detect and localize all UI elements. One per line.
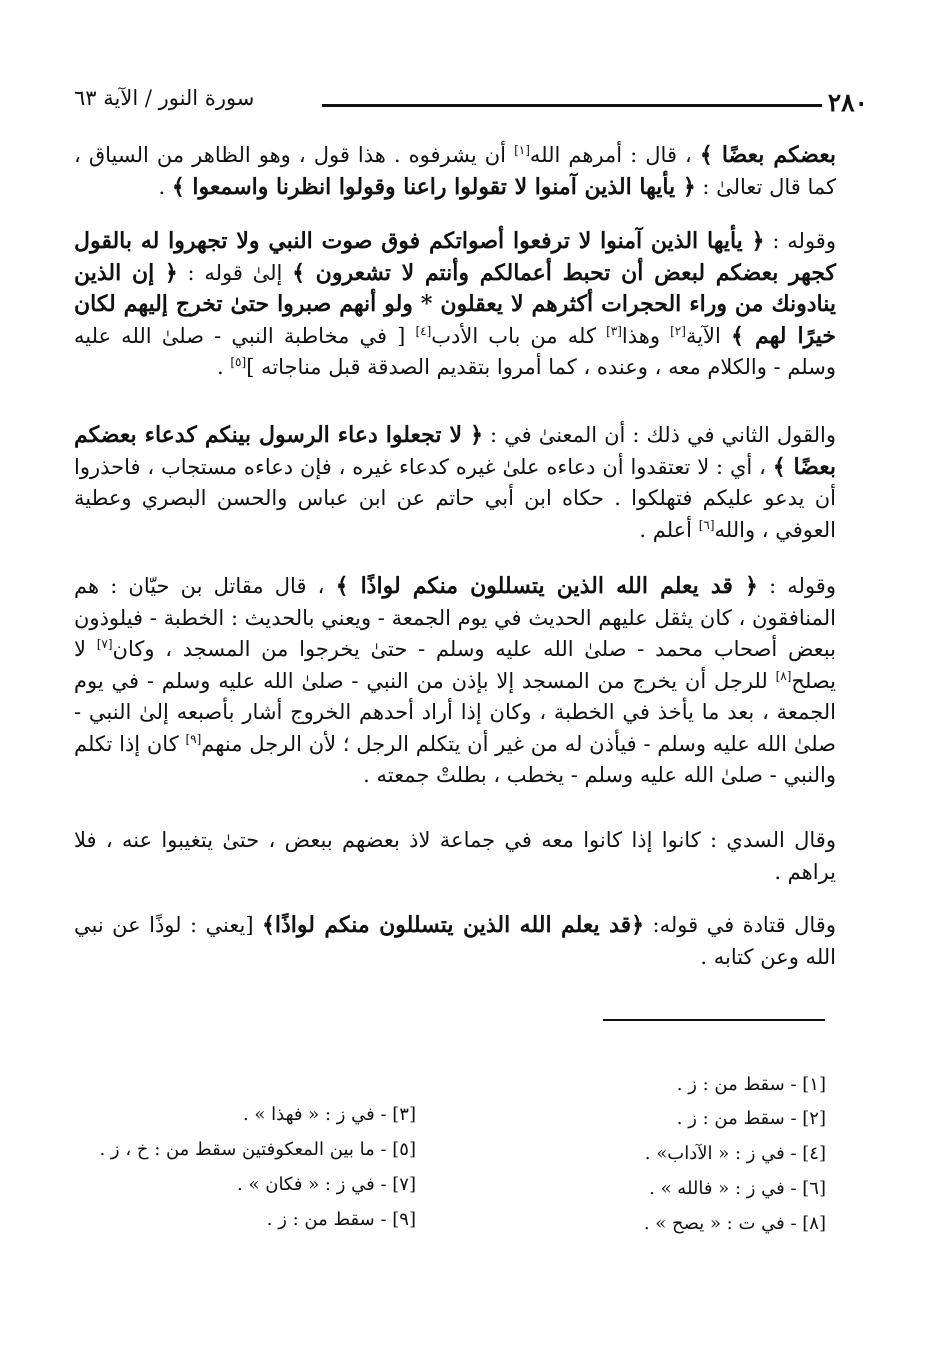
text-run: أن يشرفوه . هذا قول ، وهو الظاهر من السياق ، كما قال تعالىٰ : xyxy=(74,143,836,199)
text-run: ، قال مقاتل بن حيّان : هم المنافقون ، كان يثقل عليهم الحديث في يوم الجمعة - ويعني بالحديث : الخطبة - فيلوذون ببعض أصحاب محمد - صلىٰ الله عليه وسلم - حتىٰ يخرجوا من المسجد ، وكان xyxy=(74,574,836,661)
text-run: ، أي : لا تعتقدوا أن دعاءه علىٰ غيره كدعاء غيره ، فإن دعاءه مستجاب ، فاحذروا أن يدعو عليكم فتهلكوا . حكاه ابن أبي حاتم عن ابن عباس والحسن البصري وعطية العوفي ، والله xyxy=(74,454,836,542)
text-run: وقوله : xyxy=(757,574,836,598)
quran-quote: ﴿ قد يعلم الله الذين يتسللون منكم لواذًا ﴾ xyxy=(335,573,758,599)
text-run: إلىٰ قوله : xyxy=(177,260,293,285)
paragraph-2 xyxy=(74,226,836,384)
footnote-rule xyxy=(603,1019,825,1021)
footnote-ref[interactable]: [٣] xyxy=(606,323,622,338)
footnote-2: [٢] - سقط من : ز . xyxy=(676,1108,826,1129)
paragraph-1 xyxy=(74,140,836,203)
header-rule xyxy=(322,104,822,107)
text-run: [ في مخاطبة النبي - صلىٰ الله عليه وسلم - والكلام معه ، وعنده ، كما أمروا بتقديم الصدقة قبل مناجاته ] xyxy=(74,323,836,379)
text-run: لا يصلح xyxy=(74,637,836,693)
text-run: وقال قتادة في قوله: xyxy=(644,913,836,937)
footnote-3: [٣] - في ز : « فهذا » . xyxy=(242,1104,416,1125)
text-run: ، قال : أمرهم الله xyxy=(529,143,700,167)
footnote-5: [٥] - ما بين المعكوفتين سقط من : خ ، ز . xyxy=(99,1139,416,1160)
text-run: كله من باب الأدب xyxy=(431,323,607,348)
text-run: . xyxy=(217,355,231,379)
text-run: للرجل أن يخرج من المسجد إلا بإذن من النبي - صلىٰ الله عليه وسلم - في يوم الجمعة ، بعد ما يأخذ في الخطبة ، وكان إذا أراد أحدهم الخروج أشار بأصبعه إلىٰ النبي - صلىٰ الله عليه وسلم - فيأذن له من غير أن يتكلم الرجل ؛ لأن الرجل منهم xyxy=(74,668,837,756)
footnote-ref[interactable]: [١] xyxy=(514,143,530,157)
paragraph-5 xyxy=(74,825,836,888)
text-run: . xyxy=(158,174,172,199)
footnote-ref[interactable]: [٥] xyxy=(230,355,247,369)
quran-quote: ﴿ يأيها الذين آمنوا لا ترفعوا أصواتكم فوق صوت النبي ولا تجهروا له بالقول كجهر بعضكم لبعض أن تحبط أعمالكم وأنتم لا تشعرون ﴾ xyxy=(74,228,837,286)
footnote-ref[interactable]: [٤] xyxy=(415,323,432,338)
text-run: وقوله : xyxy=(764,229,836,253)
page-number: ٢٨٠ xyxy=(827,88,868,117)
text-run: كان إذا تكلم والنبي - صلىٰ الله عليه وسلم - يخطب ، بطلتْ جمعته . xyxy=(74,731,836,787)
text-run: أعلم . xyxy=(639,517,699,542)
paragraph-6 xyxy=(74,910,836,973)
footnote-7: [٧] - في ز : « فكان » . xyxy=(237,1174,416,1195)
running-title: سورة النور / الآية ٦٣ xyxy=(74,86,255,110)
quran-quote: بعضكم بعضًا ﴾ xyxy=(699,142,836,168)
footnote-ref[interactable]: [٧] xyxy=(96,637,113,651)
text-run: وقال السدي : كانوا إذا كانوا معه في جماعة لاذ بعضهم ببعض ، حتىٰ يتغيبوا عنه ، فلا يراهم . xyxy=(74,828,836,884)
footnote-9: [٩] - سقط من : ز . xyxy=(266,1209,416,1230)
footnote-ref[interactable]: [٢] xyxy=(670,323,686,338)
footnote-ref[interactable]: [٩] xyxy=(185,731,202,746)
footnote-ref[interactable]: [٦] xyxy=(698,517,715,532)
quran-quote: ﴿ يأيها الذين آمنوا لا تقولوا راعنا وقولوا انظرنا واسمعوا ﴾ xyxy=(171,173,696,200)
quran-quote: ﴿ إن الذين ينادونك من وراء الحجرات أكثرهم لا يعقلون * ولو أنهم صبروا حتىٰ تخرج إليهم لكان خيرًا لهم ﴾ xyxy=(74,259,837,349)
paragraph-3 xyxy=(74,420,836,546)
footnote-4: [٤] - في ز : « الآداب» . xyxy=(644,1143,826,1164)
text-run: وهذا xyxy=(621,323,671,348)
footnote-1: [١] - سقط من : ز . xyxy=(676,1074,826,1095)
quran-quote: ﴿قد يعلم الله الذين يتسللون منكم لواذًا﴾ xyxy=(262,912,645,938)
paragraph-4 xyxy=(74,571,836,792)
footnote-6: [٦] - في ز : « فالله » . xyxy=(649,1178,826,1199)
footnote-ref[interactable]: [٨] xyxy=(775,668,792,683)
quran-quote: ﴿ لا تجعلوا دعاء الرسول بينكم كدعاء بعضكم بعضًا ﴾ xyxy=(74,422,836,480)
text-run: والقول الثاني في ذلك : أن المعنىٰ في : xyxy=(482,423,837,447)
text-run: [يعني : لوذًا عن نبي الله وعن كتابه . xyxy=(74,913,836,969)
text-run: الآية xyxy=(685,323,731,348)
footnote-8: [٨] - في ت : « يصح » . xyxy=(643,1213,826,1234)
